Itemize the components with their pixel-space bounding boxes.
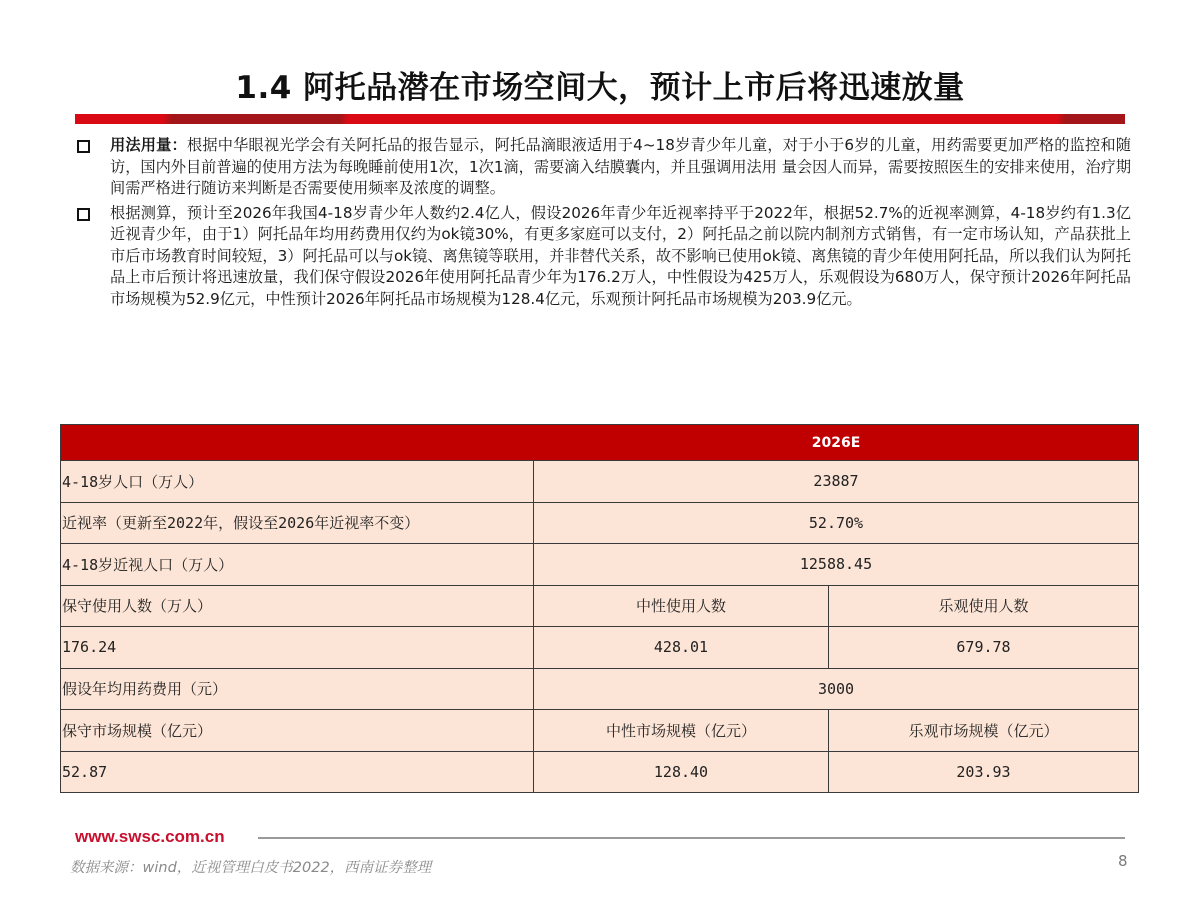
- bullet-text: 根据测算，预计至2026年我国4-18岁青少年人数约2.4亿人，假设2026年青少年近视率持平于2022年，根据52.7%的近视率测算，4-18岁约有1.3亿近视青少年，由于1）阿托品年均用药费用仅约为ok镜30%，有更多家庭可以支付，2）阿托品之前以院内制剂方式销售，有一定市场认知，产品获批上市后市场教育时间较短，3）阿托品可以与ok镜、离焦镜等联用，并非替代关系，故不影响已使用ok镜、离焦镜的青少年使用阿托品，所以我们认为阿托品上市后预计将迅速放量，我们保守假设2026年使用阿托品青少年为176.2万人，中性假设为425万人，乐观假设为680万人，保守预计2026年阿托品市场规模为52.9亿元，中性预计2026年阿托品市场规模为128.4亿元，乐观预计阿托品市场规模为203.9亿元。: [110, 203, 1131, 308]
- table-row-market-header: [61, 710, 1139, 752]
- header-cell-year: 2026E: [534, 425, 1139, 461]
- row-label: 4-18岁近视人口（万人）: [61, 544, 534, 586]
- footer-website-link[interactable]: www.swsc.com.cn: [75, 827, 225, 846]
- bullet-text: 根据中华眼视光学会有关阿托品的报告显示，阿托品滴眼液适用于4~18岁青少年儿童，对于小于6岁的儿童，用药需要更加严格的监控和随访，国内外目前普遍的使用方法为每晚睡前使用1次，1次1滴，需要滴入结膜囊内，并且强调用法用 量会因人而异，需要按照医生的安排来使用，治疗期间需严格进行随访来判断是否需要使用频率及浓度的调整。: [110, 136, 1132, 197]
- square-bullet-icon: [77, 140, 90, 153]
- slide-title: 1.4 阿托品潜在市场空间大，预计上市后将迅速放量: [235, 70, 965, 106]
- row-label: 近视率（更新至2022年，假设至2026年近视率不变）: [61, 502, 534, 544]
- neutral-users-label: 中性使用人数: [534, 585, 829, 627]
- neutral-market-value: 128.40: [534, 751, 829, 793]
- neutral-market-label: 中性市场规模（亿元）: [534, 710, 829, 752]
- square-bullet-icon: [77, 208, 90, 221]
- table-row-users-values: [61, 627, 1139, 669]
- optimistic-market-value: 203.93: [829, 751, 1139, 793]
- optimistic-users-value: 679.78: [829, 627, 1139, 669]
- conservative-users-value: 176.24: [61, 627, 534, 669]
- table-row: [61, 502, 1139, 544]
- conservative-users-label: 保守使用人数（万人）: [61, 585, 534, 627]
- market-size-table: [60, 424, 1139, 793]
- row-label: 4-18岁人口（万人）: [61, 461, 534, 503]
- page-number: 8: [1118, 852, 1128, 870]
- table-row: [61, 461, 1139, 503]
- bullet-list: [76, 135, 1131, 310]
- bullet-item-estimate: [76, 203, 1131, 311]
- conservative-market-value: 52.87: [61, 751, 534, 793]
- table-row-market-values: [61, 751, 1139, 793]
- conservative-market-label: 保守市场规模（亿元）: [61, 710, 534, 752]
- optimistic-users-label: 乐观使用人数: [829, 585, 1139, 627]
- neutral-users-value: 428.01: [534, 627, 829, 669]
- row-label: 假设年均用药费用（元）: [61, 668, 534, 710]
- footer-divider: [258, 837, 1125, 839]
- title-underline-bar: [75, 114, 1125, 124]
- header-cell-label: [61, 425, 534, 461]
- table-header-row: [61, 425, 1139, 461]
- data-source-note: 数据来源：wind，近视管理白皮书2022，西南证券整理: [70, 860, 432, 876]
- bullet-label: 用法用量：: [110, 136, 187, 154]
- row-value: 23887: [534, 461, 1139, 503]
- row-value: 52.70%: [534, 502, 1139, 544]
- bullet-item-dosage: [76, 135, 1131, 200]
- table-row-cost: [61, 668, 1139, 710]
- optimistic-market-label: 乐观市场规模（亿元）: [829, 710, 1139, 752]
- row-value: 12588.45: [534, 544, 1139, 586]
- table-row: [61, 544, 1139, 586]
- table-row-users-header: [61, 585, 1139, 627]
- row-value: 3000: [534, 668, 1139, 710]
